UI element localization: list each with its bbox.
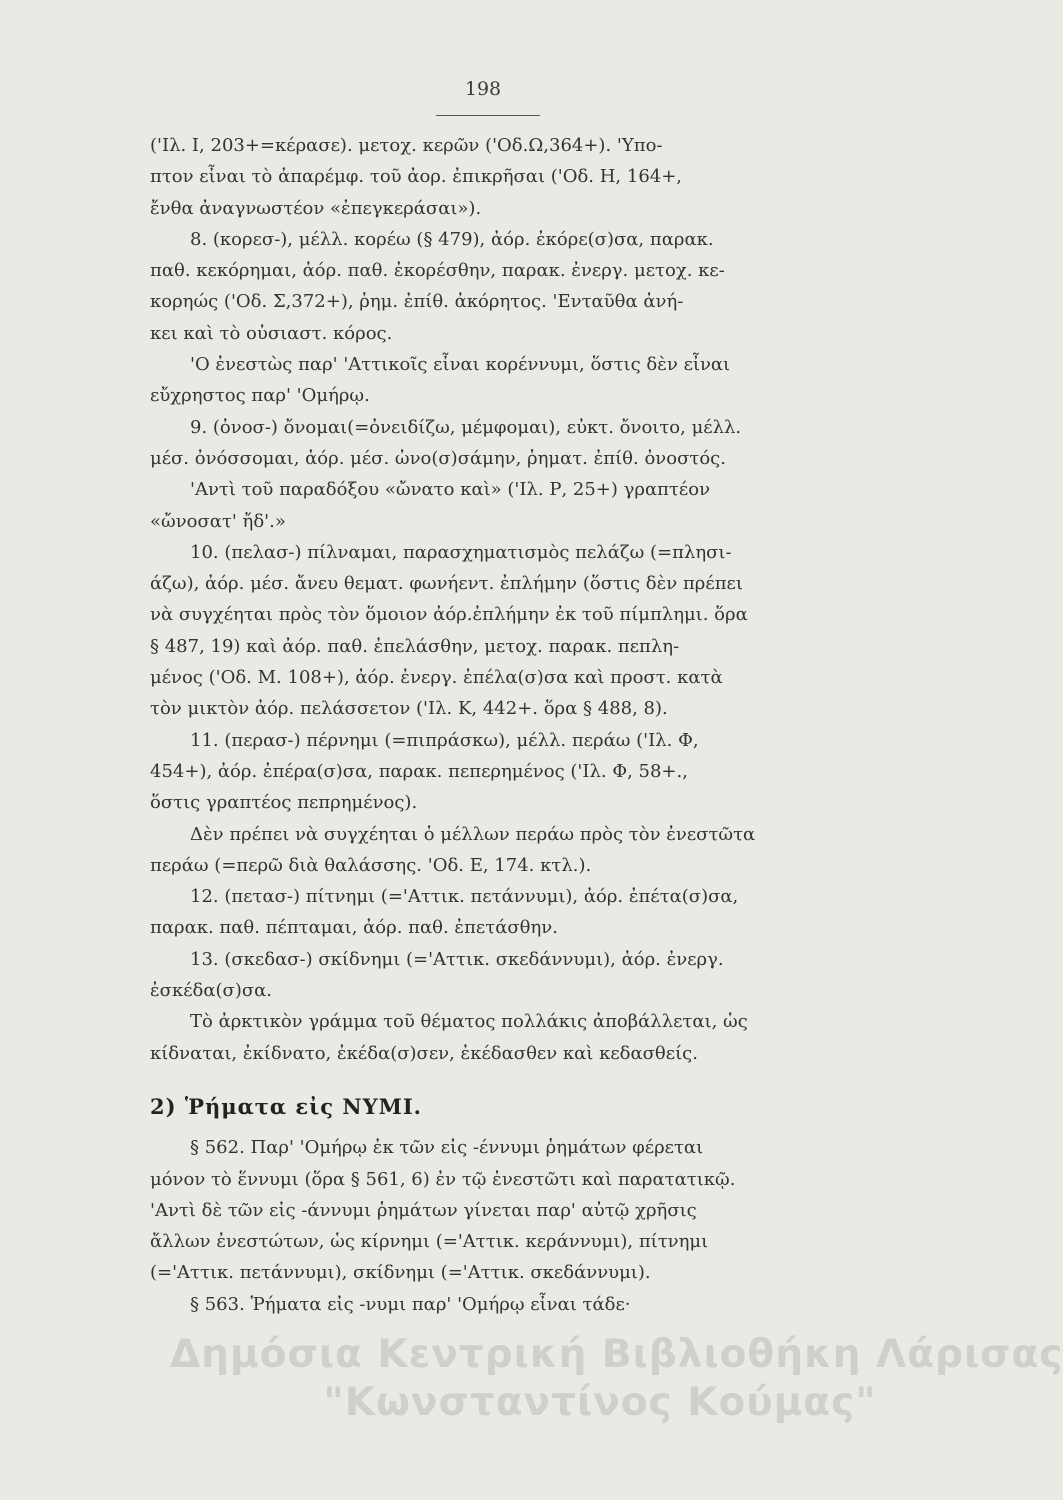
text-line: κίδναται, ἐκίδνατο, ἐκέδα(σ)σεν, ἐκέδασθεν καὶ κεδασθείς. bbox=[150, 1042, 698, 1064]
text-line: § 563. Ῥήματα εἰς -νυμι παρ' 'Ομήρῳ εἶναι τάδε· bbox=[190, 1293, 631, 1315]
text-line: τὸν μικτὸν ἀόρ. πελάσσετον ('Ιλ. Κ, 442+. ὅρα § 488, 8). bbox=[150, 698, 668, 720]
text-line: 10. (πελασ-) πίλναμαι, παρασχηματισμὸς πελάζω (=πλησι- bbox=[190, 541, 732, 563]
text-line: 13. (σκεδασ-) σκίδνημι (='Αττικ. σκεδάννυμι), ἀόρ. ἐνεργ. bbox=[190, 948, 724, 970]
text-line: κορηώς ('Οδ. Σ,372+), ῥημ. ἐπίθ. ἀκόρητος. 'Ενταῦθα ἀνή- bbox=[150, 291, 684, 313]
library-watermark: "Κωνσταντίνος Κούμας" bbox=[323, 1380, 877, 1425]
text-line: παρακ. παθ. πέπταμαι, ἀόρ. παθ. ἐπετάσθην. bbox=[150, 917, 558, 939]
text-line: 11. (περασ-) πέρνημι (=πιπράσκω), μέλλ. περάω ('Ιλ. Φ, bbox=[190, 729, 699, 751]
text-line: 'Αντὶ δὲ τῶν εἰς -άννυμι ῥημάτων γίνεται παρ' αὐτῷ χρῆσις bbox=[150, 1199, 697, 1221]
text-line: παθ. κεκόρημαι, ἀόρ. παθ. ἐκορέσθην, παρακ. ἐνεργ. μετοχ. κε- bbox=[150, 260, 725, 282]
body-text bbox=[150, 130, 844, 1320]
header-rule bbox=[436, 115, 540, 116]
text-line: ἄλλων ἐνεστώτων, ὡς κίρνημι (='Αττικ. κεράννυμι), πίτνημι bbox=[150, 1231, 709, 1253]
text-line: περάω (=περῶ διὰ θαλάσσης. 'Οδ. Ε, 174. κτλ.). bbox=[150, 854, 592, 876]
text-line: μένος ('Οδ. Μ. 108+), ἀόρ. ἐνεργ. ἐπέλα(σ)σα καὶ προστ. κατὰ bbox=[150, 667, 723, 689]
text-line: Τὸ ἀρκτικὸν γράμμα τοῦ θέματος πολλάκις ἀποβάλλεται, ὡς bbox=[190, 1011, 748, 1033]
text-line: ὅστις γραπτέος πεπρημένος). bbox=[150, 792, 418, 814]
text-line: (='Αττικ. πετάννυμι), σκίδνημι (='Αττικ. σκεδάννυμι). bbox=[150, 1262, 651, 1284]
text-line: πτον εἶναι τὸ ἀπαρέμφ. τοῦ ἀορ. ἐπικρῆσαι ('Οδ. Η, 164+, bbox=[150, 166, 683, 188]
text-line: μόνον τὸ ἕννυμι (ὅρα § 561, 6) ἐν τῷ ἐνεστῶτι καὶ παρατατικῷ. bbox=[150, 1168, 736, 1190]
text-line: ('Ιλ. Ι, 203+=κέρασε). μετοχ. κερῶν ('Οδ.Ω,364+). 'Υπο- bbox=[150, 135, 663, 156]
text-line: 'Ο ἐνεστὼς παρ' 'Αττικοῖς εἶναι κορέννυμι, ὅστις δὲν εἶναι bbox=[190, 354, 731, 376]
text-line: 'Αντὶ τοῦ παραδόξου «ὤνατο καὶ» ('Ιλ. Ρ, 25+) γραπτέον bbox=[190, 479, 711, 501]
text-line: ἔνθα ἀναγνωστέον «ἐπεγκεράσαι»). bbox=[150, 197, 482, 219]
text-line: ἐσκέδα(σ)σα. bbox=[150, 980, 273, 1002]
text-line: 12. (πετασ-) πίτνημι (='Αττικ. πετάννυμι), ἀόρ. ἐπέτα(σ)σα, bbox=[190, 886, 739, 908]
text-line: Δὲν πρέπει νὰ συγχέηται ὁ μέλλων περάω πρὸς τὸν ἐνεστῶτα bbox=[190, 823, 756, 845]
library-watermark: Δημόσια Κεντρική Βιβλιοθήκη Λάρισας bbox=[170, 1332, 1063, 1377]
section-heading: 2) Ῥήματα εἰς ΝΥΜΙ. bbox=[150, 1093, 422, 1119]
text-line: § 487, 19) καὶ ἀόρ. παθ. ἐπελάσθην, μετοχ. παρακ. πεπλη- bbox=[150, 635, 680, 657]
text-line: «ὤνοσατ' ἤδ'.» bbox=[150, 510, 286, 532]
text-line: 454+), ἀόρ. ἐπέρα(σ)σα, παρακ. πεπερημένος ('Ιλ. Φ, 58+., bbox=[150, 760, 688, 782]
text-line: § 562. Παρ' 'Ομήρῳ ἐκ τῶν εἰς -έννυμι ῥημάτων φέρεται bbox=[190, 1137, 704, 1159]
text-line: κει καὶ τὸ οὐσιαστ. κόρος. bbox=[150, 322, 393, 344]
text-line: 9. (ὀνοσ-) ὄνομαι(=ὀνειδίζω, μέμφομαι), εὐκτ. ὄνοιτο, μέλλ. bbox=[190, 416, 742, 438]
text-line: άζω), ἀόρ. μέσ. ἄνευ θεματ. φωνήεντ. ἐπλήμην (ὅστις δὲν πρέπει bbox=[150, 573, 743, 595]
text-line: νὰ συγχέηται πρὸς τὸν ὅμοιον ἀόρ.ἐπλήμην ἐκ τοῦ πίμπλημι. ὅρα bbox=[150, 604, 748, 626]
text-line: εὔχρηστος παρ' 'Ομήρῳ. bbox=[150, 385, 370, 407]
text-line: μέσ. ὀνόσσομαι, ἀόρ. μέσ. ὠνο(σ)σάμην, ῥηματ. ἐπίθ. ὀνοστός. bbox=[150, 447, 726, 469]
page-number: 198 bbox=[464, 78, 502, 100]
text-line: 8. (κορεσ-), μέλλ. κορέω (§ 479), ἀόρ. ἐκόρε(σ)σα, παρακ. bbox=[190, 228, 714, 250]
